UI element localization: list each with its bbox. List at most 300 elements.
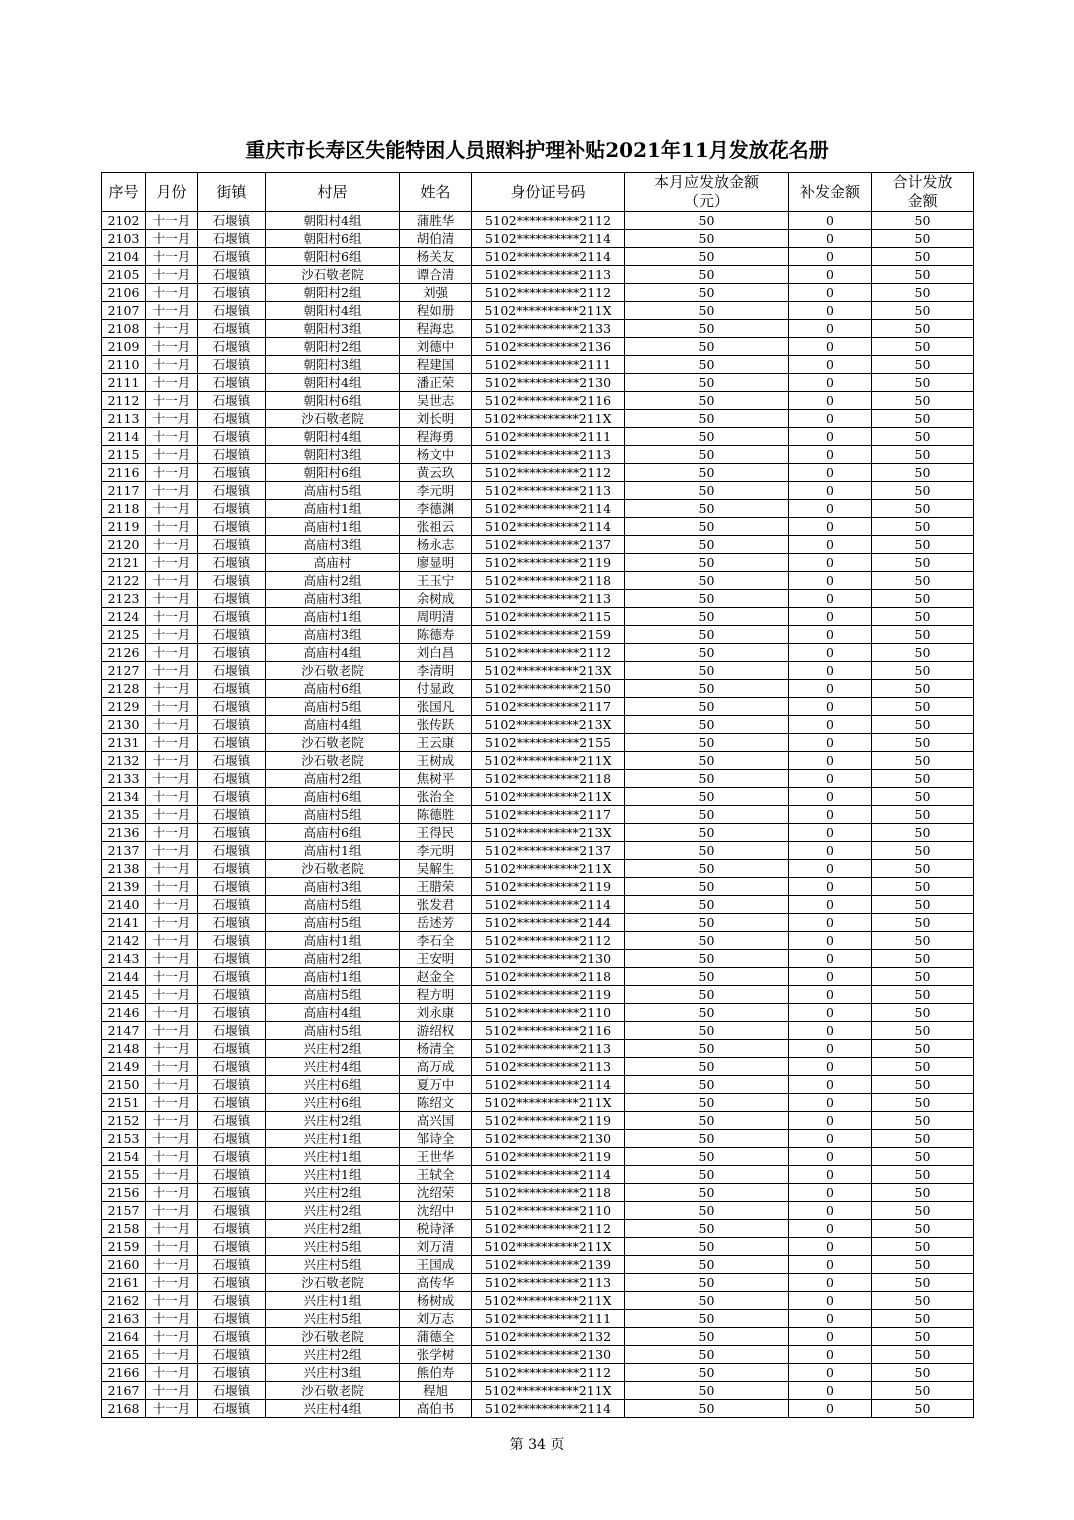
cell-supplement: 0 (789, 752, 872, 770)
cell-village: 朝阳村6组 (266, 464, 400, 482)
cell-month: 十一月 (146, 1310, 198, 1328)
cell-name: 高万成 (400, 1058, 472, 1076)
cell-due: 50 (625, 824, 789, 842)
header-id: 身份证号码 (472, 173, 625, 212)
cell-id: 5102**********2114 (472, 500, 625, 518)
cell-village: 兴庄村1组 (266, 1292, 400, 1310)
cell-month: 十一月 (146, 536, 198, 554)
cell-due: 50 (625, 1202, 789, 1220)
cell-id: 5102**********2113 (472, 266, 625, 284)
header-due-amount (625, 173, 789, 212)
cell-name: 杨关友 (400, 248, 472, 266)
cell-village: 高庙村4组 (266, 1004, 400, 1022)
cell-name: 陈德胜 (400, 806, 472, 824)
cell-month: 十一月 (146, 1364, 198, 1382)
cell-town: 石堰镇 (198, 284, 266, 302)
cell-village: 兴庄村6组 (266, 1094, 400, 1112)
cell-total: 50 (872, 734, 974, 752)
cell-town: 石堰镇 (198, 1364, 266, 1382)
cell-supplement: 0 (789, 680, 872, 698)
cell-seq: 2156 (102, 1184, 146, 1202)
cell-town: 石堰镇 (198, 806, 266, 824)
cell-month: 十一月 (146, 554, 198, 572)
cell-name: 张祖云 (400, 518, 472, 536)
cell-seq: 2162 (102, 1292, 146, 1310)
cell-month: 十一月 (146, 446, 198, 464)
cell-id: 5102**********213X (472, 662, 625, 680)
cell-seq: 2116 (102, 464, 146, 482)
cell-name: 高传华 (400, 1274, 472, 1292)
table-row (102, 968, 974, 986)
cell-id: 5102**********2114 (472, 1166, 625, 1184)
cell-total: 50 (872, 1202, 974, 1220)
cell-supplement: 0 (789, 950, 872, 968)
cell-supplement: 0 (789, 1184, 872, 1202)
cell-id: 5102**********2119 (472, 986, 625, 1004)
cell-total: 50 (872, 374, 974, 392)
cell-town: 石堰镇 (198, 518, 266, 536)
cell-due: 50 (625, 1256, 789, 1274)
cell-due: 50 (625, 572, 789, 590)
cell-supplement: 0 (789, 1202, 872, 1220)
cell-due: 50 (625, 1238, 789, 1256)
cell-due: 50 (625, 428, 789, 446)
table-row (102, 1292, 974, 1310)
cell-name: 岳述芳 (400, 914, 472, 932)
cell-town: 石堰镇 (198, 896, 266, 914)
cell-town: 石堰镇 (198, 878, 266, 896)
cell-supplement: 0 (789, 1220, 872, 1238)
cell-name: 刘强 (400, 284, 472, 302)
cell-village: 高庙村3组 (266, 878, 400, 896)
table-row (102, 1022, 974, 1040)
cell-supplement: 0 (789, 914, 872, 932)
cell-total: 50 (872, 878, 974, 896)
cell-total: 50 (872, 1238, 974, 1256)
cell-name: 程方明 (400, 986, 472, 1004)
cell-town: 石堰镇 (198, 1094, 266, 1112)
table-row (102, 392, 974, 410)
cell-id: 5102**********2118 (472, 968, 625, 986)
cell-month: 十一月 (146, 464, 198, 482)
cell-month: 十一月 (146, 572, 198, 590)
cell-month: 十一月 (146, 1076, 198, 1094)
cell-seq: 2106 (102, 284, 146, 302)
cell-due: 50 (625, 1310, 789, 1328)
cell-total: 50 (872, 554, 974, 572)
cell-village: 朝阳村2组 (266, 338, 400, 356)
cell-village: 兴庄村2组 (266, 1184, 400, 1202)
cell-village: 沙石敬老院 (266, 1274, 400, 1292)
cell-seq: 2134 (102, 788, 146, 806)
cell-id: 5102**********2112 (472, 1220, 625, 1238)
cell-name: 杨树成 (400, 1292, 472, 1310)
cell-total: 50 (872, 1076, 974, 1094)
cell-supplement: 0 (789, 338, 872, 356)
cell-name: 李德渊 (400, 500, 472, 518)
cell-due: 50 (625, 968, 789, 986)
cell-supplement: 0 (789, 572, 872, 590)
cell-total: 50 (872, 1400, 974, 1418)
cell-month: 十一月 (146, 410, 198, 428)
cell-due: 50 (625, 464, 789, 482)
cell-total: 50 (872, 212, 974, 230)
cell-seq: 2150 (102, 1076, 146, 1094)
cell-month: 十一月 (146, 662, 198, 680)
cell-month: 十一月 (146, 824, 198, 842)
cell-month: 十一月 (146, 590, 198, 608)
table-row (102, 1094, 974, 1112)
cell-total: 50 (872, 914, 974, 932)
cell-total: 50 (872, 1112, 974, 1130)
table-row (102, 284, 974, 302)
cell-village: 高庙村2组 (266, 572, 400, 590)
cell-town: 石堰镇 (198, 500, 266, 518)
cell-supplement: 0 (789, 518, 872, 536)
table-row (102, 1274, 974, 1292)
cell-supplement: 0 (789, 1310, 872, 1328)
cell-town: 石堰镇 (198, 644, 266, 662)
cell-seq: 2160 (102, 1256, 146, 1274)
cell-due: 50 (625, 806, 789, 824)
cell-supplement: 0 (789, 608, 872, 626)
cell-name: 李清明 (400, 662, 472, 680)
cell-village: 高庙村1组 (266, 518, 400, 536)
cell-supplement: 0 (789, 1346, 872, 1364)
cell-town: 石堰镇 (198, 464, 266, 482)
table-row (102, 950, 974, 968)
cell-name: 谭合清 (400, 266, 472, 284)
cell-id: 5102**********211X (472, 1382, 625, 1400)
cell-village: 高庙村1组 (266, 968, 400, 986)
cell-month: 十一月 (146, 320, 198, 338)
cell-supplement: 0 (789, 266, 872, 284)
cell-supplement: 0 (789, 1364, 872, 1382)
cell-town: 石堰镇 (198, 1274, 266, 1292)
table-row (102, 536, 974, 554)
cell-supplement: 0 (789, 356, 872, 374)
cell-seq: 2157 (102, 1202, 146, 1220)
cell-supplement: 0 (789, 1058, 872, 1076)
cell-seq: 2119 (102, 518, 146, 536)
cell-due: 50 (625, 1328, 789, 1346)
cell-due: 50 (625, 1292, 789, 1310)
table-row (102, 644, 974, 662)
cell-name: 王玉宁 (400, 572, 472, 590)
cell-month: 十一月 (146, 248, 198, 266)
table-row (102, 248, 974, 266)
cell-village: 朝阳村3组 (266, 446, 400, 464)
cell-village: 高庙村3组 (266, 590, 400, 608)
cell-id: 5102**********2114 (472, 518, 625, 536)
cell-name: 张传跃 (400, 716, 472, 734)
cell-name: 熊伯寿 (400, 1364, 472, 1382)
cell-supplement: 0 (789, 410, 872, 428)
cell-name: 王国成 (400, 1256, 472, 1274)
cell-supplement: 0 (789, 878, 872, 896)
cell-seq: 2164 (102, 1328, 146, 1346)
cell-seq: 2108 (102, 320, 146, 338)
cell-village: 朝阳村2组 (266, 284, 400, 302)
cell-seq: 2165 (102, 1346, 146, 1364)
cell-due: 50 (625, 248, 789, 266)
cell-name: 王得民 (400, 824, 472, 842)
cell-due: 50 (625, 842, 789, 860)
cell-seq: 2159 (102, 1238, 146, 1256)
header-month: 月份 (146, 173, 198, 212)
cell-supplement: 0 (789, 1130, 872, 1148)
cell-supplement: 0 (789, 1004, 872, 1022)
cell-month: 十一月 (146, 1058, 198, 1076)
cell-total: 50 (872, 338, 974, 356)
cell-village: 高庙村5组 (266, 1022, 400, 1040)
cell-id: 5102**********2112 (472, 464, 625, 482)
cell-month: 十一月 (146, 770, 198, 788)
cell-month: 十一月 (146, 608, 198, 626)
table-row (102, 356, 974, 374)
cell-seq: 2105 (102, 266, 146, 284)
cell-town: 石堰镇 (198, 716, 266, 734)
table-row (102, 464, 974, 482)
cell-seq: 2121 (102, 554, 146, 572)
cell-due: 50 (625, 1274, 789, 1292)
cell-town: 石堰镇 (198, 1382, 266, 1400)
cell-village: 高庙村6组 (266, 824, 400, 842)
cell-village: 沙石敬老院 (266, 752, 400, 770)
cell-name: 吴解生 (400, 860, 472, 878)
cell-name: 蒲德全 (400, 1328, 472, 1346)
cell-due: 50 (625, 896, 789, 914)
cell-seq: 2154 (102, 1148, 146, 1166)
cell-total: 50 (872, 266, 974, 284)
cell-name: 胡伯清 (400, 230, 472, 248)
cell-name: 沈绍荣 (400, 1184, 472, 1202)
header-due-line1: 本月应发放金额 (653, 173, 759, 191)
cell-village: 高庙村4组 (266, 716, 400, 734)
cell-town: 石堰镇 (198, 680, 266, 698)
cell-id: 5102**********2111 (472, 1310, 625, 1328)
cell-total: 50 (872, 518, 974, 536)
cell-due: 50 (625, 1040, 789, 1058)
cell-village: 沙石敬老院 (266, 1382, 400, 1400)
cell-seq: 2144 (102, 968, 146, 986)
cell-id: 5102**********2118 (472, 770, 625, 788)
cell-town: 石堰镇 (198, 374, 266, 392)
cell-id: 5102**********2130 (472, 950, 625, 968)
cell-supplement: 0 (789, 374, 872, 392)
cell-village: 高庙村1组 (266, 842, 400, 860)
cell-village: 兴庄村2组 (266, 1112, 400, 1130)
cell-village: 兴庄村2组 (266, 1220, 400, 1238)
cell-seq: 2128 (102, 680, 146, 698)
cell-month: 十一月 (146, 1220, 198, 1238)
cell-town: 石堰镇 (198, 1130, 266, 1148)
cell-seq: 2112 (102, 392, 146, 410)
table-row (102, 1364, 974, 1382)
cell-id: 5102**********2114 (472, 1400, 625, 1418)
cell-due: 50 (625, 356, 789, 374)
cell-due: 50 (625, 914, 789, 932)
cell-town: 石堰镇 (198, 1256, 266, 1274)
cell-month: 十一月 (146, 1022, 198, 1040)
cell-total: 50 (872, 806, 974, 824)
cell-town: 石堰镇 (198, 212, 266, 230)
cell-seq: 2127 (102, 662, 146, 680)
cell-id: 5102**********2114 (472, 1076, 625, 1094)
cell-supplement: 0 (789, 464, 872, 482)
table-row (102, 842, 974, 860)
table-row (102, 914, 974, 932)
cell-seq: 2140 (102, 896, 146, 914)
cell-village: 兴庄村5组 (266, 1310, 400, 1328)
cell-month: 十一月 (146, 626, 198, 644)
table-row (102, 878, 974, 896)
cell-town: 石堰镇 (198, 1022, 266, 1040)
cell-total: 50 (872, 356, 974, 374)
cell-total: 50 (872, 1130, 974, 1148)
cell-total: 50 (872, 410, 974, 428)
cell-name: 王云康 (400, 734, 472, 752)
cell-village: 兴庄村4组 (266, 1400, 400, 1418)
cell-total: 50 (872, 590, 974, 608)
cell-name: 程建国 (400, 356, 472, 374)
cell-name: 王安明 (400, 950, 472, 968)
cell-town: 石堰镇 (198, 860, 266, 878)
cell-total: 50 (872, 1292, 974, 1310)
cell-seq: 2149 (102, 1058, 146, 1076)
cell-total: 50 (872, 446, 974, 464)
cell-village: 高庙村6组 (266, 788, 400, 806)
cell-village: 高庙村5组 (266, 896, 400, 914)
cell-id: 5102**********2136 (472, 338, 625, 356)
cell-total: 50 (872, 302, 974, 320)
cell-town: 石堰镇 (198, 626, 266, 644)
table-row (102, 860, 974, 878)
cell-supplement: 0 (789, 212, 872, 230)
cell-village: 高庙村 (266, 554, 400, 572)
cell-name: 李元明 (400, 842, 472, 860)
cell-id: 5102**********2117 (472, 806, 625, 824)
cell-name: 高兴国 (400, 1112, 472, 1130)
cell-month: 十一月 (146, 392, 198, 410)
cell-total: 50 (872, 1310, 974, 1328)
cell-total: 50 (872, 644, 974, 662)
cell-month: 十一月 (146, 1328, 198, 1346)
cell-due: 50 (625, 1166, 789, 1184)
cell-total: 50 (872, 1022, 974, 1040)
cell-seq: 2146 (102, 1004, 146, 1022)
cell-due: 50 (625, 410, 789, 428)
cell-month: 十一月 (146, 284, 198, 302)
cell-id: 5102**********2115 (472, 608, 625, 626)
table-row (102, 374, 974, 392)
cell-month: 十一月 (146, 1112, 198, 1130)
header-supplement: 补发金额 (789, 173, 872, 212)
table-row (102, 824, 974, 842)
cell-month: 十一月 (146, 734, 198, 752)
cell-month: 十一月 (146, 680, 198, 698)
cell-month: 十一月 (146, 986, 198, 1004)
cell-total: 50 (872, 248, 974, 266)
cell-id: 5102**********2139 (472, 1256, 625, 1274)
cell-name: 刘万志 (400, 1310, 472, 1328)
cell-supplement: 0 (789, 1400, 872, 1418)
table-row (102, 500, 974, 518)
cell-due: 50 (625, 320, 789, 338)
cell-total: 50 (872, 320, 974, 338)
cell-village: 高庙村2组 (266, 770, 400, 788)
cell-month: 十一月 (146, 374, 198, 392)
cell-village: 高庙村2组 (266, 950, 400, 968)
cell-name: 陈德寿 (400, 626, 472, 644)
cell-due: 50 (625, 1184, 789, 1202)
table-row (102, 1328, 974, 1346)
cell-month: 十一月 (146, 302, 198, 320)
cell-due: 50 (625, 1130, 789, 1148)
cell-town: 石堰镇 (198, 752, 266, 770)
cell-seq: 2130 (102, 716, 146, 734)
cell-seq: 2103 (102, 230, 146, 248)
cell-total: 50 (872, 392, 974, 410)
cell-supplement: 0 (789, 1148, 872, 1166)
cell-total: 50 (872, 950, 974, 968)
cell-name: 王世华 (400, 1148, 472, 1166)
cell-id: 5102**********2112 (472, 932, 625, 950)
cell-village: 朝阳村4组 (266, 428, 400, 446)
cell-town: 石堰镇 (198, 842, 266, 860)
cell-supplement: 0 (789, 1274, 872, 1292)
cell-seq: 2139 (102, 878, 146, 896)
cell-village: 高庙村4组 (266, 644, 400, 662)
cell-village: 沙石敬老院 (266, 266, 400, 284)
cell-due: 50 (625, 950, 789, 968)
cell-town: 石堰镇 (198, 392, 266, 410)
cell-name: 陈绍文 (400, 1094, 472, 1112)
cell-name: 吴世志 (400, 392, 472, 410)
cell-town: 石堰镇 (198, 1328, 266, 1346)
cell-total: 50 (872, 842, 974, 860)
cell-town: 石堰镇 (198, 356, 266, 374)
cell-town: 石堰镇 (198, 446, 266, 464)
cell-town: 石堰镇 (198, 590, 266, 608)
cell-month: 十一月 (146, 860, 198, 878)
cell-due: 50 (625, 770, 789, 788)
cell-supplement: 0 (789, 302, 872, 320)
cell-total: 50 (872, 824, 974, 842)
cell-name: 王轼全 (400, 1166, 472, 1184)
cell-due: 50 (625, 374, 789, 392)
cell-town: 石堰镇 (198, 986, 266, 1004)
cell-seq: 2137 (102, 842, 146, 860)
cell-seq: 2158 (102, 1220, 146, 1238)
cell-seq: 2167 (102, 1382, 146, 1400)
cell-due: 50 (625, 1022, 789, 1040)
cell-village: 高庙村1组 (266, 608, 400, 626)
cell-total: 50 (872, 1040, 974, 1058)
cell-supplement: 0 (789, 554, 872, 572)
cell-town: 石堰镇 (198, 1040, 266, 1058)
cell-due: 50 (625, 446, 789, 464)
cell-month: 十一月 (146, 1040, 198, 1058)
cell-seq: 2123 (102, 590, 146, 608)
cell-id: 5102**********2119 (472, 878, 625, 896)
cell-due: 50 (625, 752, 789, 770)
cell-seq: 2152 (102, 1112, 146, 1130)
cell-town: 石堰镇 (198, 968, 266, 986)
cell-id: 5102**********2159 (472, 626, 625, 644)
cell-id: 5102**********2150 (472, 680, 625, 698)
cell-name: 廖显明 (400, 554, 472, 572)
